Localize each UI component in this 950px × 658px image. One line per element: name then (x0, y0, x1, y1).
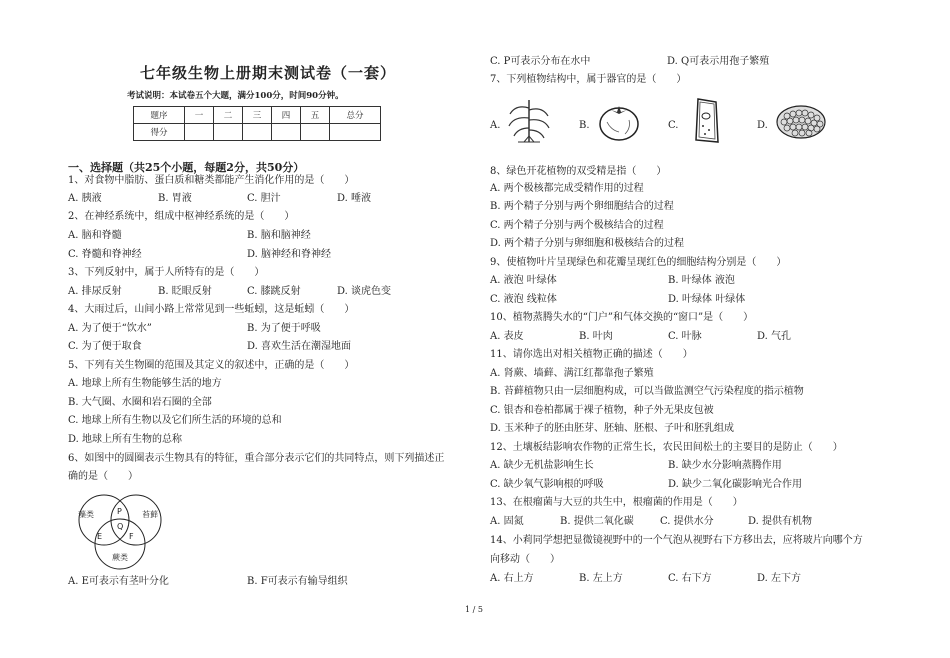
option-9d: D. 叶绿体 叶绿体 (668, 294, 746, 305)
option-14b: B. 左上方 (579, 573, 623, 584)
option-12c: C. 缺少氧气影响根的呼吸 (490, 479, 604, 490)
question-8: 8、绿色开花植物的双受精是指（ ） (490, 166, 667, 177)
table-cell: 五 (301, 107, 330, 124)
option-4d: D. 喜欢生活在潮湿地面 (247, 341, 352, 352)
venn-circle-moss (111, 495, 161, 545)
corn-plant-icon (506, 96, 552, 144)
page-number: 1 / 5 (465, 605, 483, 614)
venn-label-algae: 藻类 (78, 510, 94, 519)
table-cell (301, 124, 330, 141)
table-cell (243, 124, 272, 141)
option-12a: A. 缺少无机盐影响生长 (490, 460, 594, 471)
question-9: 9、使植物叶片呈现绿色和花瓣呈现红色的细胞结构分别是（ ） (490, 257, 787, 268)
option-9b: B. 叶绿体 液泡 (668, 275, 735, 286)
option-14c: C. 右下方 (668, 573, 712, 584)
option-2a: A. 脑和脊髓 (68, 230, 122, 241)
venn-circle-algae (79, 495, 129, 545)
table-cell: 题序 (134, 107, 185, 124)
tomato-icon (597, 100, 641, 142)
question-13: 13、在根瘤菌与大豆的共生中，根瘤菌的作用是（ ） (490, 497, 743, 508)
option-2c: C. 脊髓和脊神经 (68, 249, 142, 260)
venn-label-p: P (117, 507, 122, 516)
option-5c: C. 地球上所有生物以及它们所生活的环境的总和 (68, 415, 282, 426)
option-10d: D. 气孔 (757, 331, 792, 342)
option-9a: A. 液泡 叶绿体 (490, 275, 557, 286)
question-6-line1: 6、如图中的圆圈表示生物具有的特征，重合部分表示它们的共同特点，则下列描述正 (68, 453, 445, 464)
option-7b: B. (579, 120, 590, 131)
option-10c: C. 叶脉 (668, 331, 702, 342)
option-10a: A. 表皮 (490, 331, 524, 342)
option-5d: D. 地球上所有生物的总称 (68, 434, 183, 445)
option-5b: B. 大气圈、水圈和岩石圈的全部 (68, 397, 212, 408)
question-4: 4、大雨过后，山间小路上常常见到一些蚯蚓，这是蚯蚓（ ） (68, 304, 355, 315)
option-6a: A. E可表示有茎叶分化 (68, 576, 169, 587)
option-8b: B. 两个精子分别与两个卵细胞结合的过程 (490, 201, 674, 212)
score-table (133, 106, 381, 141)
venn-diagram (62, 490, 182, 575)
table-cell: 一 (185, 107, 214, 124)
question-10: 10、植物蒸腾失水的“门户”和气体交换的“窗口”是（ ） (490, 312, 754, 323)
option-6c: C. P可表示分布在水中 (490, 56, 591, 67)
option-3a: A. 排尿反射 (68, 286, 122, 297)
table-cell (185, 124, 214, 141)
table-cell: 得分 (134, 124, 185, 141)
option-6b: B. F可表示有输导组织 (247, 576, 348, 587)
option-1d: D. 唾液 (337, 193, 372, 204)
option-10b: B. 叶肉 (579, 331, 613, 342)
venn-label-e: E (97, 532, 103, 541)
option-9c: C. 液泡 线粒体 (490, 294, 557, 305)
option-2d: D. 脑神经和脊神经 (247, 249, 332, 260)
table-cell (330, 124, 381, 141)
question-11: 11、请你选出对相关植物正确的描述（ ） (490, 349, 693, 360)
option-11c: C. 银杏和卷柏都属于裸子植物，种子外无果皮包被 (490, 405, 714, 416)
option-4b: B. 为了便于呼吸 (247, 323, 321, 334)
table-row (134, 107, 381, 124)
question-7: 7、下列植物结构中，属于器官的是（ ） (490, 74, 687, 85)
question-2: 2、在神经系统中，组成中枢神经系统的是（ ） (68, 211, 295, 222)
option-1b: B. 胃液 (158, 193, 192, 204)
option-7a: A. (490, 120, 501, 131)
option-4c: C. 为了便于取食 (68, 341, 142, 352)
question-6-line2: 确的是（ ） (68, 471, 138, 482)
question-5: 5、下列有关生物圈的范围及其定义的叙述中，正确的是（ ） (68, 360, 355, 371)
option-7d: D. (757, 120, 768, 131)
question-14-line2: 向移动（ ） (490, 554, 560, 565)
option-3d: D. 谈虎色变 (337, 286, 392, 297)
option-13a: A. 固氮 (490, 516, 524, 527)
question-14-line1: 14、小莉同学想把显微镜视野中的一个气泡从视野右下方移出去，应将玻片向哪个方 (490, 535, 863, 546)
option-3c: C. 膝跳反射 (247, 286, 301, 297)
option-14a: A. 右上方 (490, 573, 534, 584)
section-heading: 一、选择题（共25个小题，每题2分，共50分） (68, 161, 305, 174)
option-13c: C. 提供水分 (660, 516, 714, 527)
table-cell: 二 (214, 107, 243, 124)
venn-label-q: Q (117, 522, 124, 531)
option-5a: A. 地球上所有生物能够生活的地方 (68, 378, 222, 389)
exam-instructions: 考试说明：本试卷五个大题，满分100分，时间90分钟。 (127, 91, 344, 101)
venn-label-fern: 蕨类 (112, 553, 128, 562)
option-11d: D. 玉米种子的胚由胚芽、胚轴、胚根、子叶和胚乳组成 (490, 423, 735, 434)
option-11a: A. 肾蕨、墙藓、满江红都靠孢子繁殖 (490, 368, 654, 379)
tissue-icon (775, 104, 827, 140)
option-7c: C. (668, 120, 679, 131)
option-2b: B. 脑和脑神经 (247, 230, 311, 241)
table-row (134, 124, 381, 141)
option-4a: A. 为了便于“饮水” (68, 323, 152, 334)
table-cell: 总分 (330, 107, 381, 124)
option-8d: D. 两个精子分别与卵细胞和极核结合的过程 (490, 238, 685, 249)
option-13b: B. 提供二氧化碳 (560, 516, 634, 527)
table-cell (214, 124, 243, 141)
venn-label-f: F (129, 532, 134, 541)
table-cell: 三 (243, 107, 272, 124)
table-cell (272, 124, 301, 141)
option-8a: A. 两个极核都完成受精作用的过程 (490, 183, 644, 194)
cell-icon (688, 96, 724, 146)
table-cell: 四 (272, 107, 301, 124)
option-1a: A. 胰液 (68, 193, 102, 204)
question-3: 3、下列反射中，属于人所特有的是（ ） (68, 267, 265, 278)
option-6d: D. Q可表示用孢子繁殖 (667, 56, 770, 67)
option-1c: C. 胆汁 (247, 193, 281, 204)
option-12d: D. 缺少二氧化碳影响光合作用 (668, 479, 803, 490)
option-13d: D. 提供有机物 (748, 516, 813, 527)
page-title: 七年级生物上册期末测试卷（一套） (140, 64, 397, 82)
question-12: 12、土壤板结影响农作物的正常生长，农民田间松土的主要目的是防止（ ） (490, 442, 843, 453)
option-14d: D. 左下方 (757, 573, 802, 584)
option-11b: B. 苔藓植物只由一层细胞构成，可以当做监测空气污染程度的指示植物 (490, 386, 804, 397)
option-12b: B. 缺少水分影响蒸腾作用 (668, 460, 782, 471)
question-1: 1、对食物中脂肪、蛋白质和糖类都能产生消化作用的是（ ） (68, 175, 355, 186)
option-3b: B. 眨眼反射 (158, 286, 212, 297)
venn-label-moss: 苔藓 (142, 510, 158, 519)
option-8c: C. 两个精子分别与两个极核结合的过程 (490, 220, 664, 231)
